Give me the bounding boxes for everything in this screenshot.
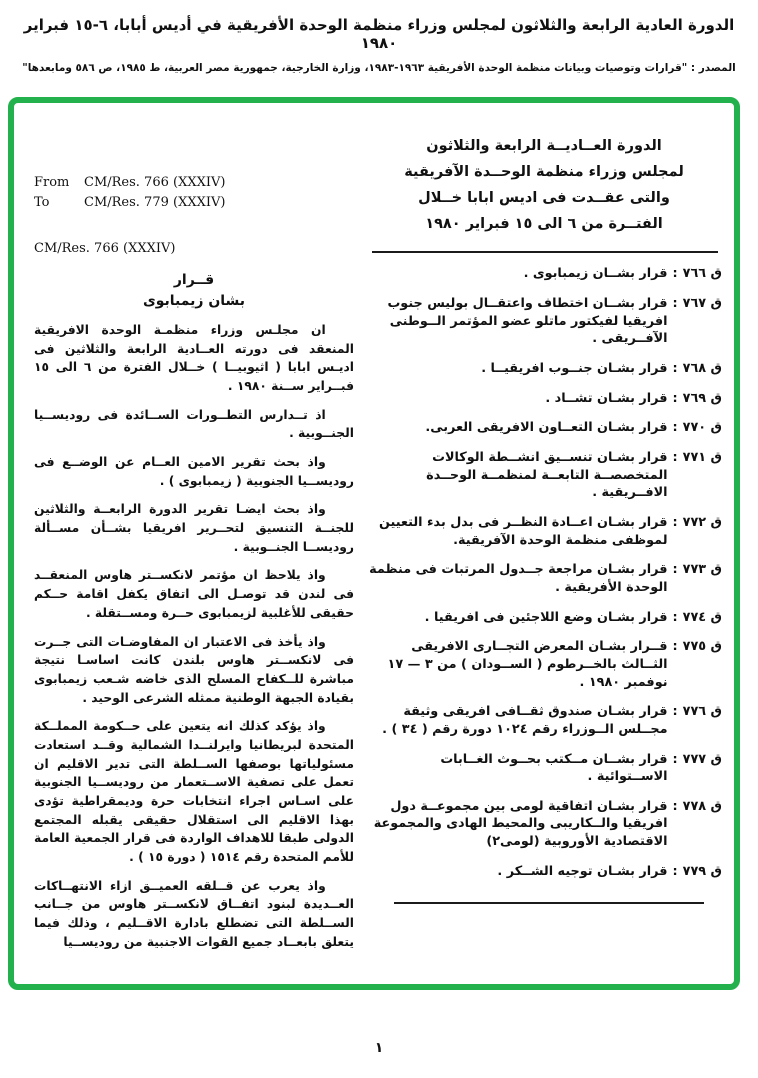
resolution-separator: : (672, 798, 678, 814)
resolution-item (366, 295, 722, 348)
resolution-title: قرار بشـان وضع اللاجئين فى افريقيا . (424, 609, 668, 625)
resolution-item (366, 863, 722, 881)
resolution-separator: : (672, 609, 678, 625)
resolution-item (366, 514, 722, 549)
resolution-title: قرار بشـان اتفاقية لومى بين مجموعــة دول افريقيا والــكاريبى والمحيط الهادى والمجموعة الاقتصادية الأوروبية (لومى٢) (373, 798, 668, 850)
resolution-paragraphs (34, 321, 354, 952)
resolution-item (366, 638, 722, 691)
resolution-item (366, 703, 722, 738)
resolution-subject: بشان زيمبابوى (142, 292, 246, 309)
session-title-line: الدورة العــاديــة الرابعة والثلاثون (426, 138, 662, 154)
resolution-heading (34, 270, 354, 311)
session-title (366, 133, 722, 237)
resolution-number: ق ٧٧٠ (682, 420, 722, 436)
body-paragraph: واذ يأخذ فى الاعتبار ان المفاوضـات التى جــرت فى لانكســتر هاوس بلندن كانت اساسـا نتيجة مباشرة للــكفاح المسلح الذى خاضه شـعب زيمبابوى بقيادة الجبهة الوطنية ممثله الشرعى الوحيد . (34, 634, 354, 705)
resolution-item (366, 449, 722, 502)
resolution-number: ق ٧٧٢ (682, 514, 722, 530)
body-paragraph: اذ تــدارس التطــورات الســائدة فى روديســيا الجنــوبية . (34, 407, 354, 441)
resolution-separator: : (672, 863, 678, 879)
resolution-number: ق ٧٦٦ (682, 266, 722, 282)
resolution-separator: : (672, 704, 678, 720)
resolution-title: قرار بشـان تشــاد . (545, 390, 668, 406)
range-from-row (34, 173, 354, 193)
from-value: CM/Res. 766 (XXXIV) (84, 175, 226, 190)
body-paragraph: واذ بحث ايضـا تقرير الدورة الرابعــة والثلاثين للجنــة التنسيق لتحــرير افريقيا بشــأن مســألة روديســا الجنــوبية . (34, 502, 354, 554)
resolution-number: ق ٧٧٩ (682, 863, 722, 879)
resolution-title: قرار بشـان توجيه الشــكر . (497, 863, 668, 879)
resolution-title: قرار بشـان جنــوب افريقيــا . (481, 361, 668, 376)
resolution-separator: : (672, 639, 678, 655)
resolution-number: ق ٧٧٥ (682, 639, 722, 655)
session-title-line: والتى عقــدت فى اديس ابابا خــلال (418, 190, 670, 207)
range-to-row (34, 193, 354, 213)
body-paragraph: واذ يؤكد كذلك انه يتعين على حــكومة المملــكة المتحدة لبريطانيا وايرلنــدا الشمالية وقــد استعادت مسئولياتها بوصفها الســلطة التى تدير الاقليم ان تعمل على تصفية الاســتعمار من روديســيا الجنوبية على اسـاس اجراء انتخابات حرة وديمقراطية تؤدى بهذا الاقليم الى استقلال حقيقى يقبله المجتمع الدولى طبقا للاهداف الواردة فى قرار الجمعية العامة للأمم المتحدة رقم ١٥١٤ ( دورة ١٥ ) . (34, 719, 354, 865)
header-session-line: الدورة العادية الرابعة والثلاثون لمجلس وزراء منظمة الوحدة الأفريقية في أديس أبابا، ٦-١٥ فبراير ١٩٨٠ (23, 16, 735, 52)
from-label: From (34, 175, 70, 190)
resolution-item (366, 751, 722, 786)
resolutions-list (366, 265, 722, 880)
reference-range (34, 173, 354, 213)
session-title-line: لمجلس وزراء منظمة الوحــدة الآفريقية (404, 164, 684, 181)
index-top-divider (372, 251, 718, 253)
resolution-number: ق ٧٦٩ (682, 390, 722, 406)
resolution-reference: CM/Res. 766 (XXXIV) (34, 241, 176, 257)
annotation-frame (8, 97, 740, 990)
resolution-number: ق ٧٧١ (682, 449, 722, 465)
to-value: CM/Res. 779 (XXXIV) (84, 195, 226, 211)
resolution-item (366, 360, 722, 378)
resolution-number: ق ٧٧٨ (682, 798, 722, 814)
resolution-title: قرار بشـان تنســيق انشــطة الوكالات المتخصصــة التابعــة لمنظمــة الوحــدة الافــريقية . (426, 449, 668, 501)
resolution-title: قرار بشــان زيمبابوى . (523, 266, 668, 282)
resolution-number: ق ٧٧٦ (682, 704, 722, 720)
resolution-separator: : (672, 266, 678, 282)
resolution-separator: : (672, 361, 678, 376)
resolution-heading-word: قــرار (173, 272, 215, 289)
page-number: ١ (374, 1040, 384, 1056)
index-bottom-divider (394, 902, 704, 904)
resolution-item (366, 390, 722, 408)
resolution-title: قرار بشــان اختطاف واعتقــال بوليس جنوب افريقيا لفيكتور ماتلو عضو المؤتمر الــوطنى الآفــريقى . (387, 296, 668, 347)
resolution-number: ق ٧٧٣ (682, 562, 722, 578)
header-source-line: المصدر : "قرارات وتوصيات وبيانات منظمة الوحدة الأفريقية ١٩٦٣-١٩٨٣، وزارة الخارجية، جمهورية مصر العربية، ط ١٩٨٥، ص ٥٨٦ ومابعدها" (22, 62, 736, 74)
resolutions-index-column (366, 129, 722, 984)
resolution-title: قــرار بشـان المعرض التجــارى الافريقى الثــالث بالخــرطوم ( الســودان ) من ٣ — ١٧ نوفمبر ١٩٨٠ . (387, 639, 668, 690)
resolution-separator: : (672, 751, 678, 767)
resolution-separator: : (672, 449, 678, 465)
resolution-title: قرار بشــان مــكتب بحــوث الغــابات الاســتوائية . (440, 751, 668, 785)
resolution-separator: : (672, 420, 678, 436)
resolution-title: قرار بشـان صندوق ثقــافى افريقى وثيقة مجــلس الــوزراء رقم ١٠٢٤ دورة رقم ( ٣٤ ) . (382, 704, 668, 737)
resolution-separator: : (672, 390, 678, 406)
resolution-number: ق ٧٦٧ (682, 296, 722, 312)
resolution-number: ق ٧٧٤ (682, 609, 722, 625)
resolution-separator: : (672, 514, 678, 530)
resolution-title: قرار بشـان التعــاون الافريقى العربى. (425, 420, 668, 436)
body-paragraph: واذ يلاحظ ان مؤتمر لانكســتر هاوس المنعقــد فى لندن قد توصـل الى اتفاق يكفل اقامة حــكم حقيقى للأغلبية لزيمبابوى حــرة ومســتقلة . (34, 568, 354, 620)
document-header (10, 16, 748, 74)
resolution-separator: : (672, 296, 678, 312)
resolution-item (366, 798, 722, 851)
resolution-item (366, 265, 722, 283)
resolution-title: قرار بشـان مراجعة جــدول المرتبات فى منظمة الوحدة الأفريقية . (369, 562, 668, 595)
body-paragraph: ان مجلـس وزراء منظمـة الوحدة الافريقية المنعقد فى دورته العــادية الرابعة والثلاثين فى اديـس ابابا ( اثيوبيــا ) خــلال الفترة من ٦ الى ١٥ فبــراير ســنة ١٩٨٠ . (34, 322, 354, 393)
resolution-number: ق ٧٧٧ (682, 751, 722, 767)
resolution-title: قرار بشـان اعــادة النظــر فى بدل بدء التعيين لموظفى منظمة الوحدة الآفريقية. (378, 514, 668, 548)
resolution-body-column (34, 129, 354, 984)
session-title-line: الفتــرة من ٦ الى ١٥ فبراير ١٩٨٠ (425, 216, 663, 233)
resolution-item (366, 561, 722, 596)
resolution-separator: : (672, 562, 678, 578)
body-paragraph: واذ بحث تقرير الامين العــام عن الوضــع فى روديســيا الجنوبية ( زيمبابوى ) . (34, 455, 354, 488)
resolution-item (366, 609, 722, 627)
body-paragraph: واذ يعرب عن قــلقه العميــق ازاء الانتهــاكات العــديدة لبنود اتفــاق لانكســتر هاوس من جــانب الســلطة التى تضطلع بادارة الاقــليم ، وذلك فيما يتعلق بابعــاد جميع القوات الاجنبية من روديســيا (34, 878, 354, 949)
to-label: To (34, 195, 50, 211)
frame-content (14, 103, 734, 984)
resolution-item (366, 419, 722, 437)
resolution-number: ق ٧٦٨ (682, 361, 722, 376)
